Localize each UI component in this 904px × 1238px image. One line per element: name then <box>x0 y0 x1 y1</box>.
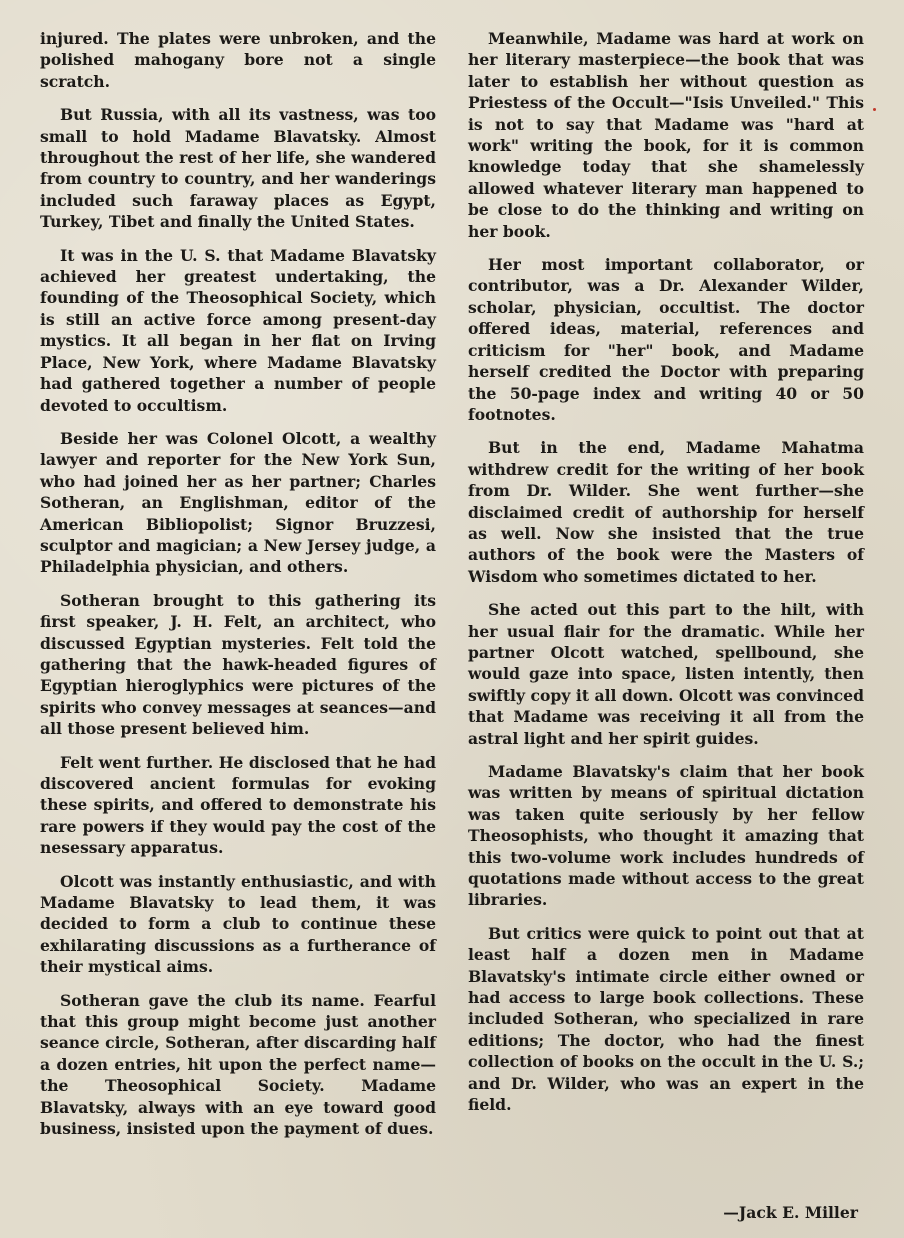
paragraph: Meanwhile, Madame was hard at work on her literary masterpiece—the book that was later to establish her without question as Priestess of the Occult—"Isis Unveiled." This is not to say that Madame was "hard at work" writing the book, for it is common knowledge today that she shamelessly allowed whatever literary man happened to be close to do the thinking and writing on her book. <box>468 29 864 241</box>
paragraph: Sotheran gave the club its name. Fearful that this group might become just another seance circle, Sotheran, after discarding half a dozen entries, hit upon the perfect name—the Theosophical Society. Madame Blavatsky, always with an eye toward good business, insisted upon the payment of dues. <box>40 990 436 1139</box>
paragraph: But Russia, with all its vastness, was too small to hold Madame Blavatsky. Almost throughout the rest of her life, she wandered from country to country, and her wanderings included such faraway places as Egypt, Turkey, Tibet and finally the United States. <box>40 105 436 232</box>
paragraph: But critics were quick to point out that at least half a dozen men in Madame Blavatsky's intimate circle either owned or had access to large book collections. These included Sotheran, who specialized in rare editions; The doctor, who had the finest collection of books on the occult in the U. S.; and Dr. Wilder, who was an expert in the field. <box>468 923 864 1115</box>
ink-speck <box>873 108 876 111</box>
right-column <box>468 28 864 1128</box>
paragraph: Felt went further. He disclosed that he had discovered ancient formulas for evoking these spirits, and offered to demonstrate his rare powers if they would pay the cost of the nesessary apparatus. <box>40 752 436 858</box>
paragraph: Madame Blavatsky's claim that her book was written by means of spiritual dictation was taken quite seriously by her fellow Theosophists, who thought it amazing that this two-volume work includes hundreds of quotations made without access to the great libraries. <box>468 762 864 910</box>
paragraph: But in the end, Madame Mahatma withdrew credit for the writing of her book from Dr. Wilder. She went further—she disclaimed credit of authorship for herself as well. Now she insisted that the true authors of the book were the Masters of Wisdom who sometimes dictated to her. <box>468 438 864 586</box>
left-column <box>40 28 436 1152</box>
paragraph: Olcott was instantly enthusiastic, and with Madame Blavatsky to lead them, it was decided to form a club to continue these exhilarating discussions as a furtherance of their mystical aims. <box>40 871 436 977</box>
paragraph: It was in the U. S. that Madame Blavatsky achieved her greatest undertaking, the founding of the Theosophical Society, which is still an active force among present-day mystics. It all began in her flat on Irving Place, New York, where Madame Blavatsky had gathered together a number of people devoted to occultism. <box>40 245 436 415</box>
paragraph: Her most important collaborator, or contributor, was a Dr. Alexander Wilder, scholar, physician, occultist. The doctor offered ideas, material, references and criticism for "her" book, and Madame herself credited the Doctor with preparing the 50-page index and writing 40 or 50 footnotes. <box>468 255 864 424</box>
author-byline: —Jack E. Miller <box>723 1203 858 1222</box>
paragraph: Beside her was Colonel Olcott, a wealthy lawyer and reporter for the New York Sun, who had joined her as her partner; Charles Sotheran, an Englishman, editor of the American Bibliopolist; Signor Bruzzesi, sculptor and magician; a New Jersey judge, a Philadelphia physician, and others. <box>40 428 436 577</box>
paragraph: injured. The plates were unbroken, and the polished mahogany bore not a single scratch. <box>40 29 436 91</box>
paragraph: She acted out this part to the hilt, with her usual flair for the dramatic. While her partner Olcott watched, spellbound, she would gaze into space, listen intently, then swiftly copy it all down. Olcott was convinced that Madame was receiving it all from the astral light and her spirit guides. <box>468 600 864 748</box>
paragraph: Sotheran brought to this gathering its first speaker, J. H. Felt, an architect, who discussed Egyptian mysteries. Felt told the gathering that the hawk-headed figures of Egyptian hieroglyphics were pictures of the spirits who convey messages at seances—and all those present believed him. <box>40 590 436 739</box>
